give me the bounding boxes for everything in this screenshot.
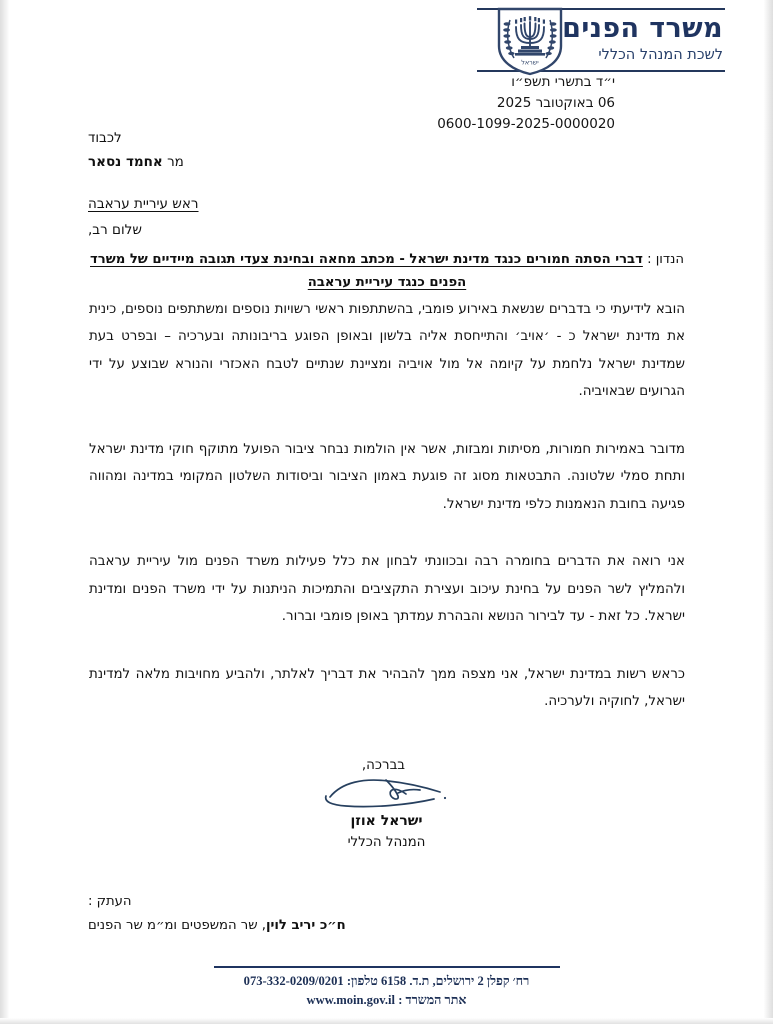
footer-website-line [0, 991, 773, 1010]
reference-number: 0600-1099-2025-0000020 [437, 115, 615, 132]
signer-name: ישראל אוזן [350, 813, 423, 829]
body-paragraph: הובא לידיעתי כי בדברים שנשאת באירוע פומבי, בהשתתפות ראשי רשויות נוספים ומשתתפים נוספים, כינית את מדינת ישראל כ - ׳אויב׳ והתייחסת אליה בלשון ובאופן הפוגע בריבונותה ובערכיה – ובפרט בעת שמדינת ישראל נלחמת על קיומה אל מול אויביה ומציינת שנתיים לטבח האכזרי והנורא שבוצע על ידי הגרועים שבאויביה. [89, 302, 685, 400]
body-paragraph: כראש רשות במדינת ישראל, אני מצפה ממך להבהיר את דבריך לאלתר, ולהביע מחויבות מלאה למדינת ישראל, לחוקיה ולערכיה. [89, 666, 685, 710]
subject-label: הנדון : [647, 252, 684, 267]
handwritten-signature-icon [312, 773, 462, 811]
cc-recipient [88, 914, 684, 938]
footer-rule [214, 966, 560, 968]
signature-block [0, 758, 773, 850]
recipient-name: אחמד נסאר [88, 153, 163, 170]
department-name: לשכת המנהל הכללי [598, 46, 723, 63]
recipient-honorific: מר [167, 153, 184, 170]
page-footer [0, 966, 773, 1010]
emblem-caption: ישראל [521, 58, 539, 67]
footer-address: רח׳ קפלן 2 ירושלים, ת.ד. 6158 טלפון: 073-332-0209/0201 [243, 974, 530, 989]
cc-recipient-name: ח״כ יריב לוין [265, 918, 346, 934]
hebrew-date: י״ד בתשרי תשפ״ו [511, 74, 615, 90]
footer-website-url[interactable]: www.moin.gov.il [306, 993, 396, 1008]
gregorian-date: 06 באוקטובר 2025 [496, 94, 615, 111]
subject-text: דברי הסתה חמורים כנגד מדינת ישראל - מכתב מחאה ובחינת צעדי תגובה מיידיים של משרד הפנים כנגד עיריית עראבה [90, 252, 643, 291]
greeting: שלום רב, [88, 222, 142, 238]
recipient-role: ראש עיריית עראבה [88, 196, 199, 213]
recipient-block [88, 127, 388, 217]
signer-role: המנהל הכללי [347, 835, 426, 850]
footer-website-label: אתר המשרד : [398, 993, 467, 1008]
cc-recipient-title: , שר המשפטים ומ״מ שר הפנים [88, 918, 266, 934]
recipient-salutation: לכבוד [88, 130, 122, 146]
recipient-name-line [88, 151, 388, 175]
date-block [437, 72, 615, 135]
closing-regards: בברכה, [361, 758, 406, 773]
body-paragraph: מדובר באמירות חמורות, מסיתות ומבזות, אשר אין הולמות נבחר ציבור הפועל מתוקף חוקי מדינת ישראל ותחת סמלי שלטונה. התבטאות מסוג זה פוגעת באמון הציבור וביסודות השלטון המקומי במדינה ומהווה פגיעה בחובת הנאמנות כלפי מדינת ישראל. [89, 441, 685, 512]
page-edge-bottom [0, 1018, 773, 1024]
page-edge-left [0, 0, 9, 1024]
cc-block [88, 890, 684, 939]
israel-state-emblem-icon [493, 6, 567, 76]
ministry-name: משרד הפנים [562, 13, 723, 44]
subject-line [89, 248, 685, 294]
page-edge-right [764, 0, 773, 1024]
body-paragraph: אני רואה את הדברים בחומרה רבה ובכוונתי לבחון את כלל פעילות משרד הפנים מול עיריית עראבה ולהמליץ לשר הפנים על בחינת עיכוב ועצירת התקציבים והתמיכות הניתנות על ידי משרד הפנים ומדינת ישראל. כל זאת - עד לבירור הנושא והבהרת עמדתך באופן פומבי וברור. [89, 554, 685, 625]
cc-label: העתק : [88, 894, 132, 909]
letter-body [89, 296, 685, 716]
